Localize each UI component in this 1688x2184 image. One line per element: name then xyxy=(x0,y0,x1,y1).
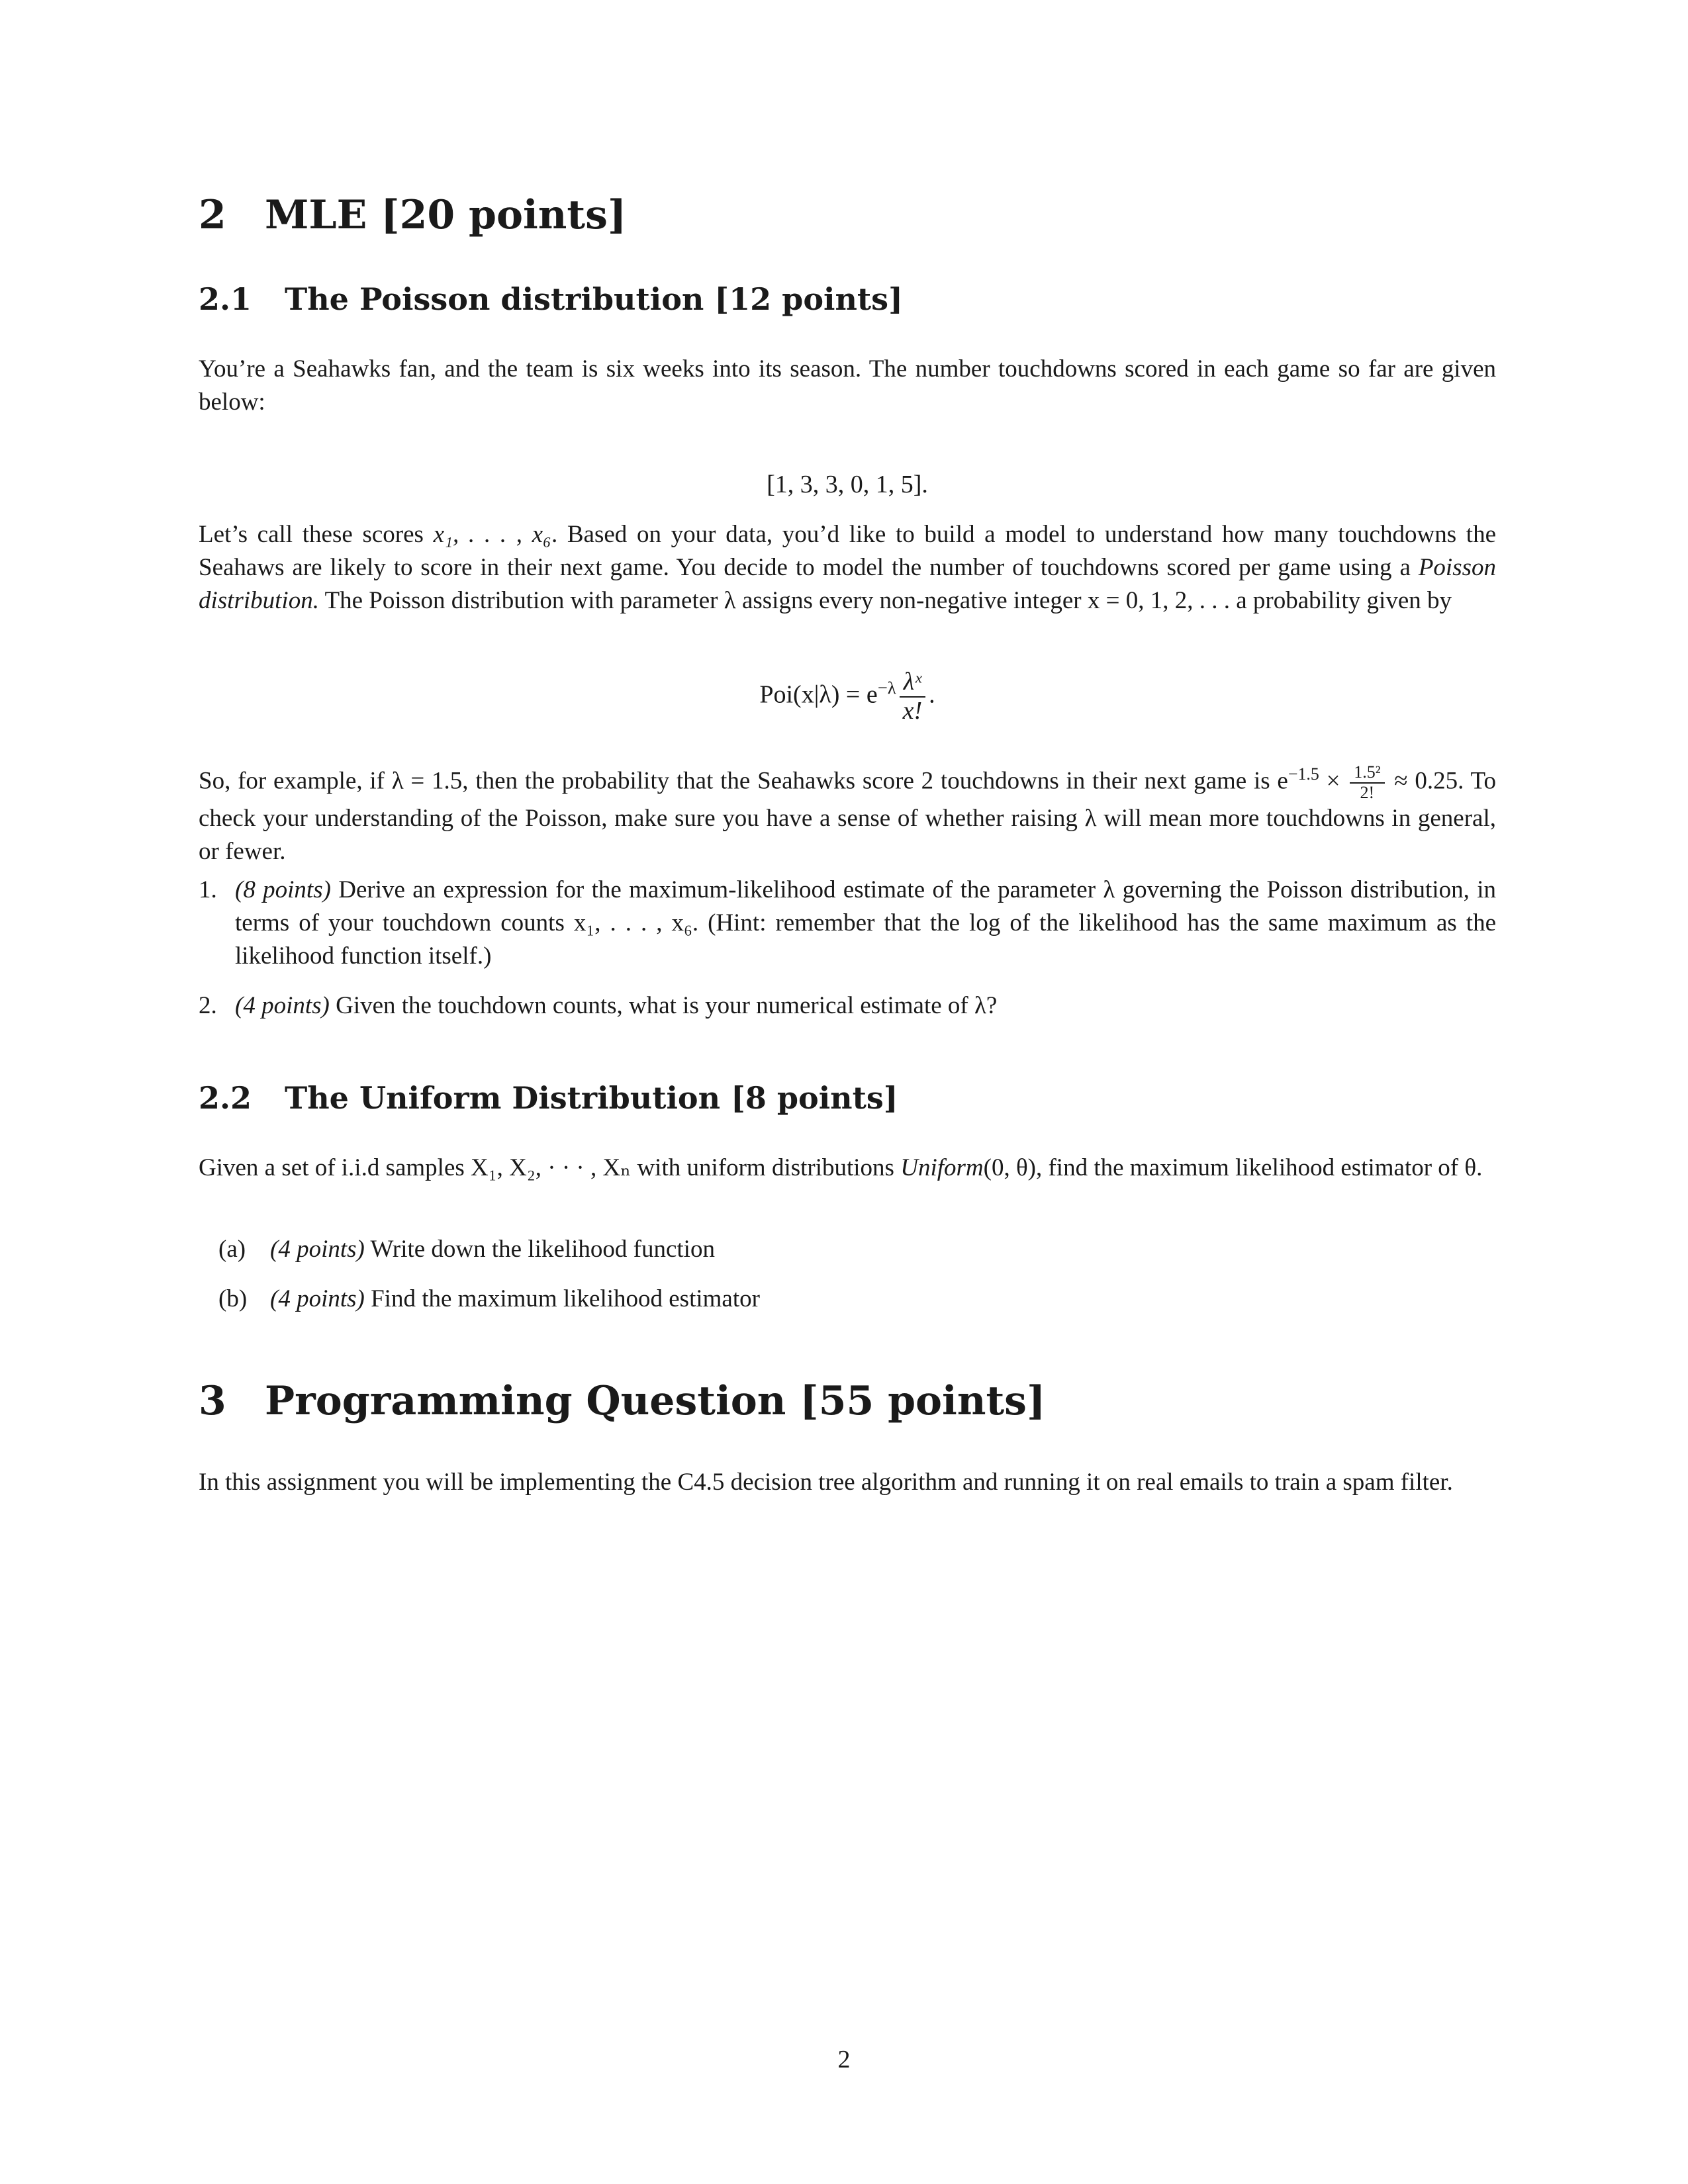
question-points: (4 points) xyxy=(235,992,330,1019)
fraction-denominator: x! xyxy=(902,696,923,725)
question-text: Given the touchdown counts, what is your numerical estimate of λ? xyxy=(329,992,998,1019)
section-number: 2 xyxy=(199,192,226,238)
poisson-formula: $Poi(x|\lambda) = e^{-\lambda}$ $\frac{\text{λˣ}}{x!}$ . xyxy=(759,668,935,725)
example-fraction xyxy=(1350,763,1384,802)
question-label: 1. xyxy=(199,876,217,903)
math-uniform: Uniform xyxy=(900,1154,984,1181)
question-label: (a) xyxy=(218,1236,246,1263)
fraction-denominator: 2! xyxy=(1360,782,1375,802)
exponent: −1.5 xyxy=(1288,764,1319,784)
section-3-heading xyxy=(199,1378,1045,1424)
question-label: (b) xyxy=(218,1285,248,1312)
text-run: So, for example, if λ = 1.5, then the probability that the Seahawks score 2 touchdowns in their next game is e xyxy=(199,767,1288,795)
emphasis-poisson: Poisson distribution. xyxy=(199,554,1496,614)
question-points: (4 points) xyxy=(270,1285,365,1312)
section-2-2-heading xyxy=(199,1080,898,1116)
programming-intro: In this assignment you will be implementing the C4.5 decision tree algorithm and running it on real emails to train a spam filter. xyxy=(199,1469,1453,1496)
question-a xyxy=(199,1233,1496,1266)
formula-lhs: Poi(x|λ) = e xyxy=(759,680,878,709)
question-text: Derive an expression for the maximum-likelihood estimate of the parameter λ governing the Poisson distribution, in terms of your touchdown counts x₁, . . . , x₆. (Hint: remember that the log of the likelihood has the same maximum as the likelihood function itself.) xyxy=(235,876,1496,970)
section-number: 2.2 xyxy=(199,1080,252,1116)
question-text: Find the maximum likelihood estimator xyxy=(364,1285,760,1312)
math-vars: x₁, . . . , x₆ xyxy=(433,521,551,548)
scores-list: [1, 3, 3, 0, 1, 5]. xyxy=(767,471,928,498)
section-2-heading xyxy=(199,192,626,238)
formula-exponent: −λ xyxy=(877,677,896,698)
section-title: The Uniform Distribution [8 points] xyxy=(285,1080,898,1116)
poisson-paragraph-2 xyxy=(199,518,1496,617)
text-run: ≈ 0.25. To check your understanding of the Poisson, make sure you have a sense of whether raising λ will mean more touchdowns in general, or fewer. xyxy=(199,767,1496,866)
question-b xyxy=(199,1283,1496,1316)
section-title: MLE [20 points] xyxy=(265,192,627,238)
text-run: × xyxy=(1319,767,1348,795)
poisson-example xyxy=(199,758,1496,868)
question-points: (8 points) xyxy=(235,876,331,903)
question-2 xyxy=(199,989,1496,1023)
question-points: (4 points) xyxy=(270,1236,365,1263)
poisson-intro: You’re a Seahawks fan, and the team is six weeks into its season. The number touchdowns scored in each game so far are given below: xyxy=(199,355,1496,416)
text-run: Let’s call these scores xyxy=(199,521,434,548)
question-label: 2. xyxy=(199,992,217,1019)
page-number: 2 xyxy=(837,2046,851,2073)
section-2-1-heading xyxy=(199,281,903,317)
section-number: 2.1 xyxy=(199,281,252,317)
question-text: Write down the likelihood function xyxy=(364,1236,715,1263)
uniform-intro xyxy=(199,1152,1496,1185)
text-run: (0, θ), find the maximum likelihood estimator of θ. xyxy=(983,1154,1483,1181)
section-number: 3 xyxy=(199,1378,226,1424)
formula-fraction xyxy=(899,668,927,725)
fraction-numerator: λˣ xyxy=(900,668,925,698)
section-title: The Poisson distribution [12 points] xyxy=(285,281,903,317)
text-run: Given a set of i.i.d samples X₁, X₂, · · · , Xₙ with uniform distributions xyxy=(199,1154,901,1181)
text-run: The Poisson distribution with parameter λ assigns every non-negative integer x = 0, 1, 2, . . . a probability given by xyxy=(318,587,1452,614)
question-1 xyxy=(199,874,1496,973)
fraction-numerator: 1.5² xyxy=(1350,763,1384,784)
text-run: . Based on your data, you’d like to build a model to understand how many touchdowns the Seahaws are likely to score in their next game. You decide to model the number of touchdowns scored per game using a xyxy=(199,521,1496,581)
section-title: Programming Question [55 points] xyxy=(265,1378,1046,1424)
